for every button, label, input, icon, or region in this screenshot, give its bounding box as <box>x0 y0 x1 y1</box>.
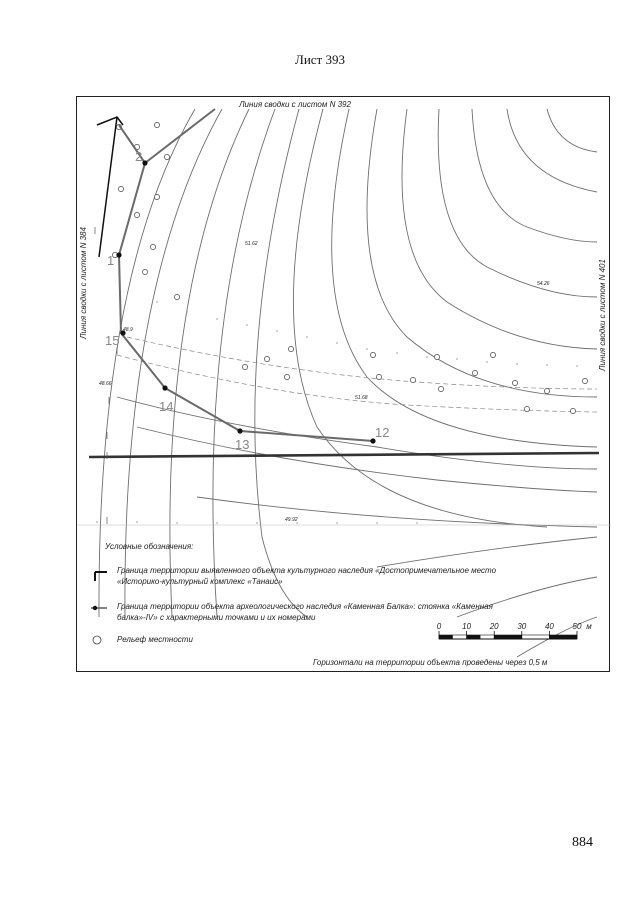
dashed-contour <box>117 355 597 412</box>
elevation-label: 54.26 <box>537 281 550 287</box>
heritage-boundary-arrow <box>97 117 123 125</box>
elevation-label: 51.62 <box>245 241 258 247</box>
map-frame <box>76 96 610 672</box>
legend-item-site-line1: Граница территории объекта археологического наследия «Каменная Балка»: стоянка «Каменная <box>117 602 493 611</box>
heritage-boundary-line <box>89 453 599 457</box>
top-edge-label: Линия сводки с листом N 392 <box>239 100 351 109</box>
point-number-14: 14 <box>159 399 174 414</box>
scale-tick-20: 20 <box>489 622 499 631</box>
scale-unit: м <box>586 622 592 631</box>
point-number-2: 2 <box>135 149 143 164</box>
point-number-13: 13 <box>235 437 250 452</box>
scale-bar <box>439 631 577 639</box>
left-tick-marks <box>95 227 120 524</box>
relief-circles <box>112 122 587 413</box>
elevation-label: 48.66 <box>99 381 112 387</box>
legend-item-heritage-line1: Граница территории выявленного объекта культурного наследия «Достопримечательное место <box>117 566 497 575</box>
scale-tick-0: 0 <box>436 622 442 631</box>
point-number-15: 15 <box>105 333 120 348</box>
contour-interval-note: Горизонтали на территории объекта проведены через 0,5 м <box>313 658 548 667</box>
elevation-label: 49.92 <box>285 517 298 523</box>
scale-tick-30: 30 <box>517 622 527 631</box>
legend-symbol-relief <box>93 636 101 644</box>
right-edge-label: Линия сводки с листом N 401 <box>598 259 607 371</box>
legend-item-site <box>117 601 587 623</box>
dashed-contour <box>127 337 597 389</box>
point-number-12: 12 <box>375 425 390 440</box>
legend-item-site-line2: балка»-IV» с характерными точками и их номерами <box>117 613 316 622</box>
page-number: 884 <box>572 835 593 850</box>
scale-tick-50: 50 <box>572 622 582 631</box>
legend-symbol-heritage <box>95 572 107 581</box>
legend-item-heritage-line2: «Историко-культурный комплекс «Танаис» <box>117 577 283 586</box>
legend-item-relief: Рельеф местности <box>117 635 193 644</box>
legend-item-heritage <box>117 565 587 587</box>
left-edge-label: Линия сводки с листом N 384 <box>79 227 88 339</box>
scale-tick-40: 40 <box>544 622 554 631</box>
elevation-label: 51.68 <box>355 395 368 401</box>
legend-heading: Условные обозначения: <box>105 542 194 551</box>
scale-tick-10: 10 <box>462 622 472 631</box>
site-boundary-line <box>145 109 215 163</box>
sheet-title: Лист 393 <box>295 52 345 67</box>
heritage-boundary-line <box>99 117 117 257</box>
point-number-1: 1 <box>107 253 115 268</box>
elevation-label: 48.9 <box>123 327 133 333</box>
